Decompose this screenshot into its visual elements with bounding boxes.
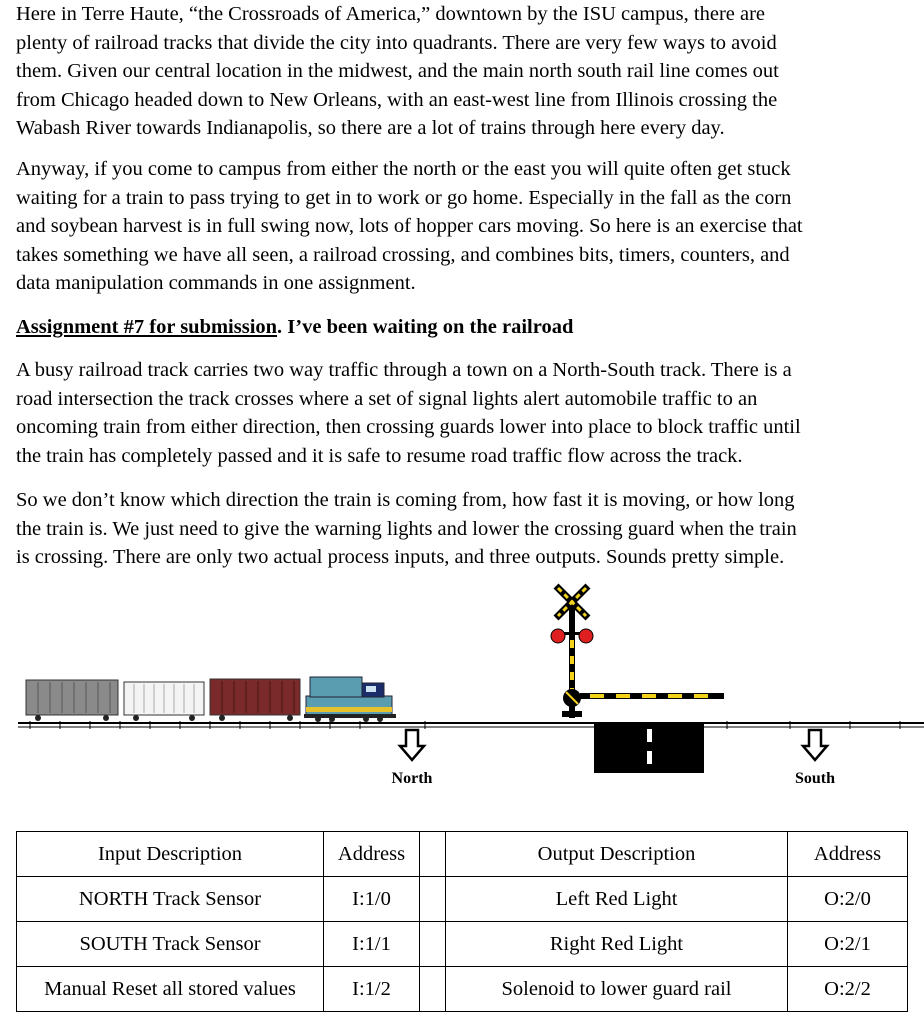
text-line: A busy railroad track carries two way traffic through a town on a North-South track. There is a [16,359,792,381]
table-cell: O:2/0 [788,877,908,922]
table-cell: NORTH Track Sensor [17,877,324,922]
table-header: Address [324,832,420,877]
table-cell: Solenoid to lower guard rail [446,967,788,1012]
table-cell: Right Red Light [446,922,788,967]
guard-arm-icon [580,693,724,699]
assignment-subtitle: . I’ve been waiting on the railroad [277,316,574,338]
text-line: So we don’t know which direction the train is coming from, how fast it is moving, or how long [16,489,795,511]
text-line: Anyway, if you come to campus from either the north or the east you will quite often get stuck [16,158,791,180]
south-sensor-arrow-icon [803,730,827,760]
table-cell: O:2/1 [788,922,908,967]
crossing-signal-icon [551,586,724,718]
south-sensor-label: South [794,770,836,787]
text-line: oncoming train from either direction, then crossing guards lower into place to block traffic until [16,416,801,438]
boxcar-icon [124,682,204,721]
intro-paragraph [16,0,916,143]
north-sensor-arrow-icon [400,730,424,760]
text-line: plenty of railroad tracks that divide the city into quadrants. There are very few ways to avoid [16,31,777,54]
table-spacer [420,922,446,967]
north-sensor-label: North [391,770,433,787]
table-spacer [420,832,446,877]
text-line: Wabash River towards Indianapolis, so there are a lot of trains through here every day. [16,117,725,139]
table-header: Output Description [446,832,788,877]
table-cell: SOUTH Track Sensor [17,922,324,967]
text-line: data manipulation commands in one assignment. [16,272,416,294]
text-line: is crossing. There are only two actual process inputs, and three outputs. Sounds pretty simple. [16,546,785,568]
summary-paragraph [16,486,916,572]
left-red-light-icon [551,629,565,643]
red-hopper-car-icon [210,679,300,721]
road-crossing [594,723,704,773]
text-line: Here in Terre Haute, “the Crossroads of America,” downtown by the ISU campus, there are [16,3,766,25]
table-header-row [17,832,908,877]
assignment-title: Assignment #7 for submission [16,316,278,338]
text-line: the train is. We just need to give the warning lights and lower the crossing guard when the train [16,517,797,540]
text-line: and soybean harvest is in full swing now, lots of hopper cars moving. So here is an exercise that [16,215,803,237]
table-spacer [420,967,446,1012]
right-red-light-icon [579,629,593,643]
table-cell: O:2/2 [788,967,908,1012]
text-line: the train has completely passed and it is safe to resume road traffic flow across the track. [16,444,743,467]
text-line: from Chicago headed down to New Orleans, with an east-west line from Illinois crossing the [16,88,778,111]
locomotive-icon [304,677,396,722]
railroad-crossing-diagram [0,578,924,793]
table-cell: I:1/2 [324,967,420,1012]
table-cell: Manual Reset all stored values [17,967,324,1012]
text-line: them. Given our central location in the midwest, and the main north south rail line comes out [16,60,779,82]
text-line: waiting for a train to pass trying to get in to work or go home. Especially in the fall as the corn [16,186,792,209]
table-header: Input Description [17,832,324,877]
table-row [17,967,908,1012]
table-spacer [420,877,446,922]
text-line: road intersection the track crosses where a set of signal lights alert automobile traffic to an [16,387,758,410]
table-cell: I:1/1 [324,922,420,967]
assignment-heading [16,313,573,341]
hopper-car-icon [26,680,118,721]
table-header: Address [788,832,908,877]
railroad-track [18,721,924,729]
table-cell: Left Red Light [446,877,788,922]
table-row [17,877,908,922]
problem-paragraph [16,356,916,470]
context-paragraph [16,155,916,298]
table-cell: I:1/0 [324,877,420,922]
text-line: takes something we have all seen, a railroad crossing, and combines bits, timers, counters, and [16,243,790,266]
table-row [17,922,908,967]
io-address-table [16,831,908,1012]
